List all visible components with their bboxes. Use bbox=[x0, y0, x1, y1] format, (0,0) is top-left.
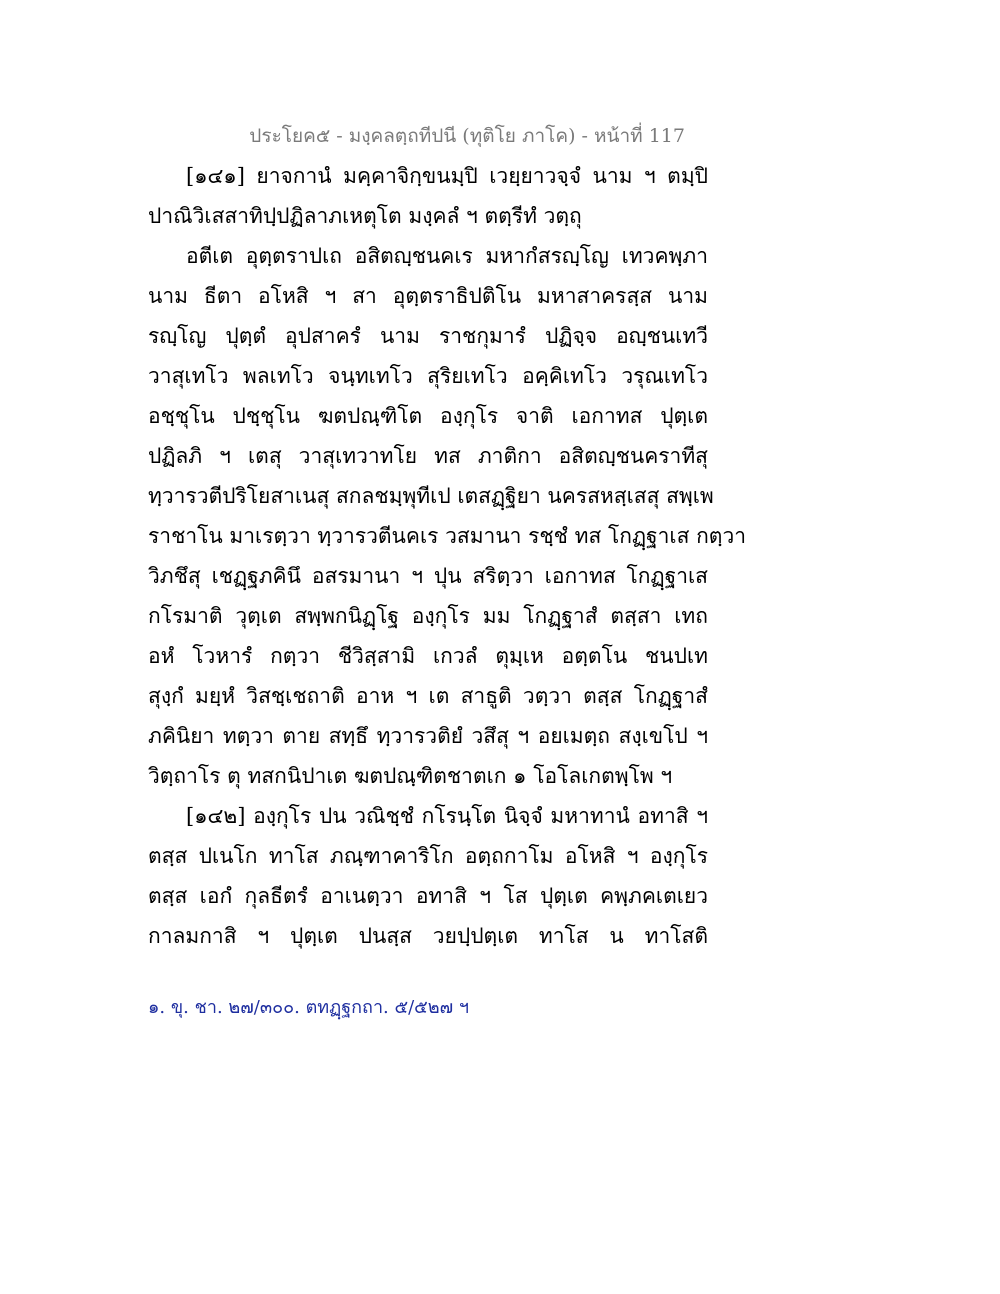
text-line: อชฺชุโน ปชฺชุโน ฆตปณฺฑิโต องฺกุโร จาติ เอกาทส ปุตฺเต bbox=[148, 404, 708, 428]
text-line: วิตฺถาโร ตุ ทสกนิปาเต ฆตปณฺฑิตชาตเก ๑ โอโลเกตพฺโพ ฯ bbox=[148, 764, 673, 788]
body-text bbox=[148, 156, 747, 956]
text-line: ราชาโน มาเรตฺวา ทฺวารวตีนคเร วสมานา รชฺชํ ทส โกฏฺฐาเส กตฺวา bbox=[148, 524, 747, 548]
text-line: ทฺวารวตีปริโยสาเนสุ สกลชมฺพุทีเป เตสฏฺฐิยา นครสหสฺเสสุ สพฺเพ bbox=[148, 484, 714, 508]
text-line: วาสุเทโว พลเทโว จนฺทเทโว สุริยเทโว อคฺคิเทโว วรุณเทโว bbox=[148, 364, 708, 388]
text-line: วิภชึสุ เชฏฺฐภคินึ อสรมานา ฯ ปุน สริตฺวา เอกาทส โกฏฺฐาเส bbox=[148, 564, 708, 588]
text-line: รญฺโญ ปุตฺตํ อุปสาครํ นาม ราชกุมารํ ปฏิจฺจ อญฺชนเทวี bbox=[148, 324, 708, 348]
footnote: ๑. ขุ. ชา. ๒๗/๓๐๐. ตทฏฺฐกถา. ๕/๕๒๗ ฯ bbox=[148, 997, 470, 1018]
text-line: กาลมกาสิ ฯ ปุตฺเต ปนสฺส วยปฺปตฺเต ทาโส น ทาโสติ bbox=[148, 924, 708, 948]
text-line: [๑๔๑] ยาจกานํ มคฺคาจิกฺขนมฺปิ เวยฺยาวจฺจํ นาม ฯ ตมฺปิ bbox=[186, 164, 708, 188]
text-line: ตสฺส เอกํ กุลธีตรํ อาเนตฺวา อทาสิ ฯ โส ปุตฺเต คพฺภคเตเยว bbox=[148, 884, 708, 908]
running-head: ประโยค๕ - มงฺคลตฺถทีปนี (ทุติโย ภาโค) - หน้าที่ 117 bbox=[249, 125, 685, 147]
text-line: อหํ โวหารํ กตฺวา ชีวิสฺสามิ เกวลํ ตุมฺเห อตฺตโน ชนปเท bbox=[148, 644, 708, 668]
text-line: [๑๔๒] องฺกุโร ปน วณิชฺชํ กโรนฺโต นิจฺจํ มหาทานํ อทาสิ ฯ bbox=[186, 804, 708, 828]
text-line: กโรมาติ วุตฺเต สพฺพกนิฏฺโฐ องฺกุโร มม โกฏฺฐาสํ ตสฺสา เทถ bbox=[148, 604, 708, 628]
text-line: อตีเต อุตฺตราปเถ อสิตญฺชนคเร มหากํสรญฺโญ เทวคพฺภา bbox=[186, 244, 708, 268]
text-line: นาม ธีตา อโหสิ ฯ สา อุตฺตราธิปติโน มหาสาครสฺส นาม bbox=[148, 284, 708, 308]
text-line: ภคินิยา ทตฺวา ตาย สทฺธึ ทฺวารวติยํ วสึสุ ฯ อยเมตฺถ สงฺเขโป ฯ bbox=[148, 724, 708, 748]
text-line: ปฏิลภิ ฯ เตสุ วาสุเทวาทโย ทส ภาติกา อสิตญฺชนคราทีสุ bbox=[148, 444, 708, 468]
text-line: สุงฺกํ มยฺหํ วิสชฺเชถาติ อาห ฯ เต สาธูติ วตฺวา ตสฺส โกฏฺฐาสํ bbox=[148, 684, 708, 708]
text-line: ตสฺส ปเนโก ทาโส ภณฺฑาคาริโก อตฺถกาโม อโหสิ ฯ องฺกุโร bbox=[148, 844, 708, 868]
text-line: ปาณิวิเสสาทิปฺปฏิลาภเหตุโต มงฺคลํ ฯ ตตฺรีทํ วตฺถุ bbox=[148, 204, 582, 228]
